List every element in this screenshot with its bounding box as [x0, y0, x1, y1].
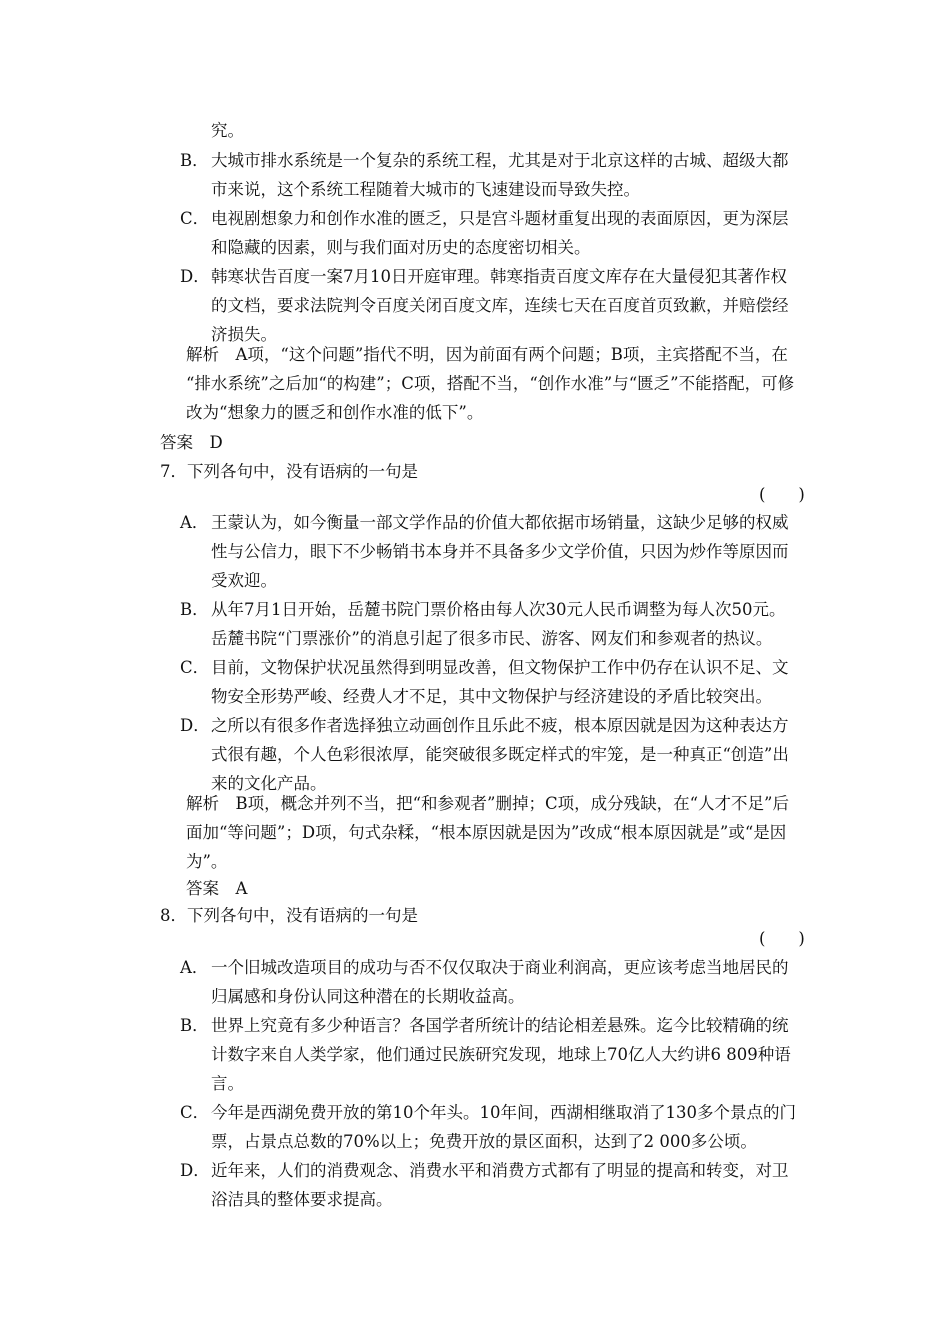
q7-option-a-line: 王蒙认为，如今衡量一部文学作品的价值大都依据市场销量，这缺少足够的权威: [211, 513, 789, 532]
q6-option-d-line: 韩寒状告百度一案7月10日开庭审理。韩寒指责百度文库存在大量侵犯其著作权: [211, 267, 787, 286]
q8-stem: 8．下列各句中，没有语病的一句是: [160, 906, 418, 925]
q6-answer: 答案 D: [160, 433, 223, 452]
q6-option-a-tail: 究。: [211, 121, 244, 140]
q8-option-a-line: 一个旧城改造项目的成功与否不仅仅取决于商业利润高，更应该考虑当地居民的: [211, 958, 789, 977]
q6-analysis-line: 解析 A项，“这个问题”指代不明，因为前面有两个问题；B项，主宾搭配不当，在: [186, 345, 788, 364]
q8-option-d-label: D．: [180, 1161, 210, 1180]
q8-option-c-line: 今年是西湖免费开放的第10个年头。10年间，西湖相继取消了130多个景点的门: [211, 1103, 796, 1122]
q7-option-d-line: 式很有趣，个人色彩很浓厚，能突破很多既定样式的牢笼，是一种真正“创造”出: [211, 745, 789, 764]
q8-option-b-line: 世界上究竟有多少种语言？各国学者所统计的结论相差悬殊。迄今比较精确的统: [211, 1016, 789, 1035]
q7-option-d-line: 之所以有很多作者选择独立动画创作且乐此不疲，根本原因就是因为这种表达方: [211, 716, 789, 735]
q7-answer: 答案 A: [186, 879, 248, 898]
q8-option-a-label: A．: [180, 958, 209, 977]
q8-option-b-label: B．: [180, 1016, 209, 1035]
q8-option-c-label: C．: [180, 1103, 210, 1122]
q7-option-c-line: 目前，文物保护状况虽然得到明显改善，但文物保护工作中仍存在认识不足、文: [211, 658, 789, 677]
q7-analysis-line: 面加“等问题”；D项，句式杂糅，“根本原因就是因为”改成“根本原因就是”或“是因: [186, 823, 787, 842]
q7-option-b-line: 从年7月1日开始，岳麓书院门票价格由每人次30元人民币调整为每人次50元。: [211, 600, 786, 619]
q6-option-c-label: C．: [180, 209, 210, 228]
q8-option-d-line: 近年来，人们的消费观念、消费水平和消费方式都有了明显的提高和转变，对卫: [211, 1161, 789, 1180]
q8-option-d-line: 浴洁具的整体要求提高。: [211, 1190, 393, 1209]
q6-option-d-line: 的文档，要求法院判令百度关闭百度文库，连续七天在百度首页致歉，并赔偿经: [211, 296, 789, 315]
q6-analysis-line: 改为“想象力的匮乏和创作水准的低下”。: [186, 403, 484, 422]
q7-analysis-line: 解析 B项，概念并列不当，把“和参观者”删掉；C项，成分残缺，在“人才不足”后: [186, 794, 789, 813]
q6-option-d-label: D．: [180, 267, 210, 286]
q7-analysis-line: 为”。: [186, 852, 228, 871]
q7-option-c-label: C．: [180, 658, 210, 677]
q6-option-c-line: 和隐藏的因素，则与我们面对历史的态度密切相关。: [211, 238, 591, 257]
q7-answer-blank: ( ): [759, 485, 805, 504]
q8-answer-blank: ( ): [759, 929, 805, 948]
q7-option-a-label: A．: [180, 513, 209, 532]
q8-option-b-line: 言。: [211, 1074, 244, 1093]
q8-option-b-line: 计数字来自人类学家，他们通过民族研究发现，地球上70亿人大约讲6 809种语: [211, 1045, 791, 1064]
q6-option-b-line: 市来说，这个系统工程随着大城市的飞速建设而导致失控。: [211, 180, 640, 199]
q7-option-c-line: 物安全形势严峻、经费人才不足，其中文物保护与经济建设的矛盾比较突出。: [211, 687, 772, 706]
q7-option-d-line: 来的文化产品。: [211, 774, 327, 793]
q7-option-b-label: B．: [180, 600, 209, 619]
q6-option-c-line: 电视剧想象力和创作水准的匮乏，只是宫斗题材重复出现的表面原因，更为深层: [211, 209, 789, 228]
q6-option-b-label: B．: [180, 151, 209, 170]
q6-option-b-line: 大城市排水系统是一个复杂的系统工程，尤其是对于北京这样的古城、超级大都: [211, 151, 789, 170]
q7-option-a-line: 性与公信力，眼下不少畅销书本身并不具备多少文学价值，只因为炒作等原因而: [211, 542, 789, 561]
q6-analysis-line: “排水系统”之后加“的构建”；C项，搭配不当，“创作水准”与“匮乏”不能搭配，可修: [186, 374, 795, 393]
q7-stem: 7．下列各句中，没有语病的一句是: [160, 462, 418, 481]
q8-option-a-line: 归属感和身份认同这种潜在的长期收益高。: [211, 987, 525, 1006]
q7-option-b-line: 岳麓书院“门票涨价”的消息引起了很多市民、游客、网友们和参观者的热议。: [211, 629, 773, 648]
q6-option-d-line: 济损失。: [211, 325, 277, 344]
q7-option-d-label: D．: [180, 716, 210, 735]
q7-option-a-line: 受欢迎。: [211, 571, 277, 590]
q8-option-c-line: 票，占景点总数的70%以上；免费开放的景区面积，达到了2 000多公顷。: [211, 1132, 757, 1151]
